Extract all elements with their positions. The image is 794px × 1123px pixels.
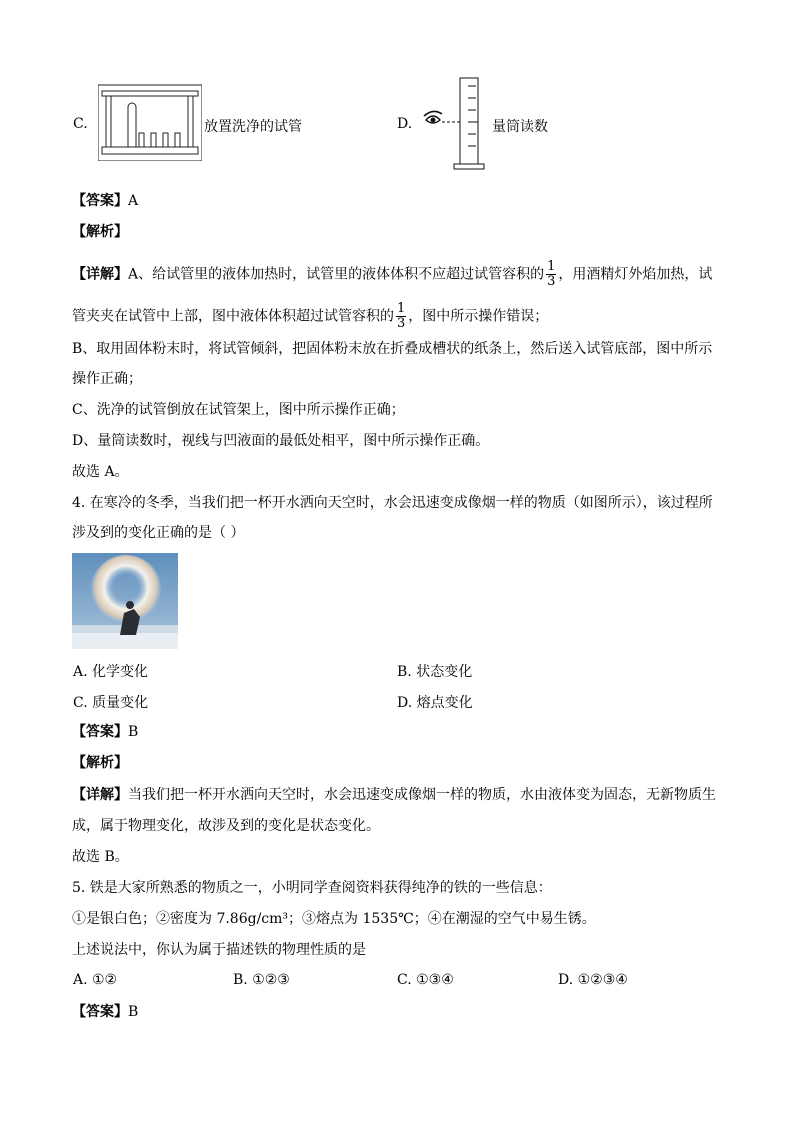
q5-answer: 【答案】B: [72, 1004, 139, 1020]
q5-option-d: D. ①②③④: [558, 972, 628, 988]
q5-stem-line2: ①是银白色；②密度为 7.86g/cm³；③熔点为 1535℃；④在潮湿的空气中易生锈。: [72, 911, 596, 927]
q4-option-c: C. 质量变化: [73, 695, 149, 711]
q4-option-a: A. 化学变化: [73, 664, 149, 680]
q4-option-b: B. 状态变化: [397, 664, 473, 680]
q3-detail-b1: B、取用固体粉末时，将试管倾斜，把固体粉末放在折叠成槽状的纸条上，然后送入试管底部，图中所示: [72, 341, 713, 357]
q4-analysis-tag: 【解析】: [72, 755, 128, 771]
boiling-water-throw-photo: [72, 553, 178, 649]
q4-detail-line2: 成，属于物理变化，故涉及到的变化是状态变化。: [72, 818, 380, 834]
q4-stem-line2: 涉及到的变化正确的是（ ）: [72, 525, 245, 541]
option-d-caption: 量筒读数: [492, 119, 548, 135]
q3-detail-line1: 【详解】A、给试管里的液体加热时，试管里的液体体积不应超过试管容积的 $\frac{1}{3}$ ，用酒精灯外焰加热，试: [72, 259, 713, 289]
q3-conclusion: 故选 A。: [72, 464, 129, 480]
q5-stem-line3: 上述说法中，你认为属于描述铁的物理性质的是: [72, 942, 366, 958]
q5-stem-line1: 5. 铁是大家所熟悉的物质之一，小明同学查阅资料获得纯净的铁的一些信息：: [72, 880, 552, 896]
q4-conclusion: 故选 B。: [72, 849, 129, 865]
q3-detail-d: D、量筒读数时，视线与凹液面的最低处相平，图中所示操作正确。: [72, 433, 490, 449]
q4-option-d: D. 熔点变化: [397, 695, 473, 711]
graduated-cylinder-figure: [420, 76, 490, 172]
fraction-one-third: $\frac{1}{3}$: [547, 259, 556, 289]
q3-analysis-tag: 【解析】: [72, 224, 128, 240]
q3-detail-line2: 管夹夹在试管中上部，图中液体体积超过试管容积的 $\frac{1}{3}$ ，图中所示操作错误；: [72, 301, 549, 331]
option-c-letter: C.: [73, 116, 88, 132]
q5-option-b: B. ①②③: [233, 972, 290, 988]
test-tube-rack-figure: [98, 83, 202, 161]
option-c-caption: 放置洗净的试管: [204, 119, 302, 135]
q5-option-c: C. ①③④: [397, 972, 454, 988]
q3-detail-c: C、洗净的试管倒放在试管架上，图中所示操作正确；: [72, 402, 405, 418]
q4-answer: 【答案】B: [72, 724, 139, 740]
q4-stem-line1: 4. 在寒冷的冬季，当我们把一杯开水洒向天空时，水会迅速变成像烟一样的物质（如图所示），该过程所: [72, 495, 713, 511]
q3-answer: 【答案】A: [72, 193, 139, 209]
q4-detail-line1: 【详解】当我们把一杯开水洒向天空时，水会迅速变成像烟一样的物质，水由液体变为固态，无新物质生: [72, 787, 716, 803]
fraction-one-third: $\frac{1}{3}$: [397, 301, 406, 331]
option-d-letter: D.: [397, 116, 413, 132]
q5-option-a: A. ①②: [73, 972, 118, 988]
q3-detail-b2: 操作正确；: [72, 371, 142, 387]
